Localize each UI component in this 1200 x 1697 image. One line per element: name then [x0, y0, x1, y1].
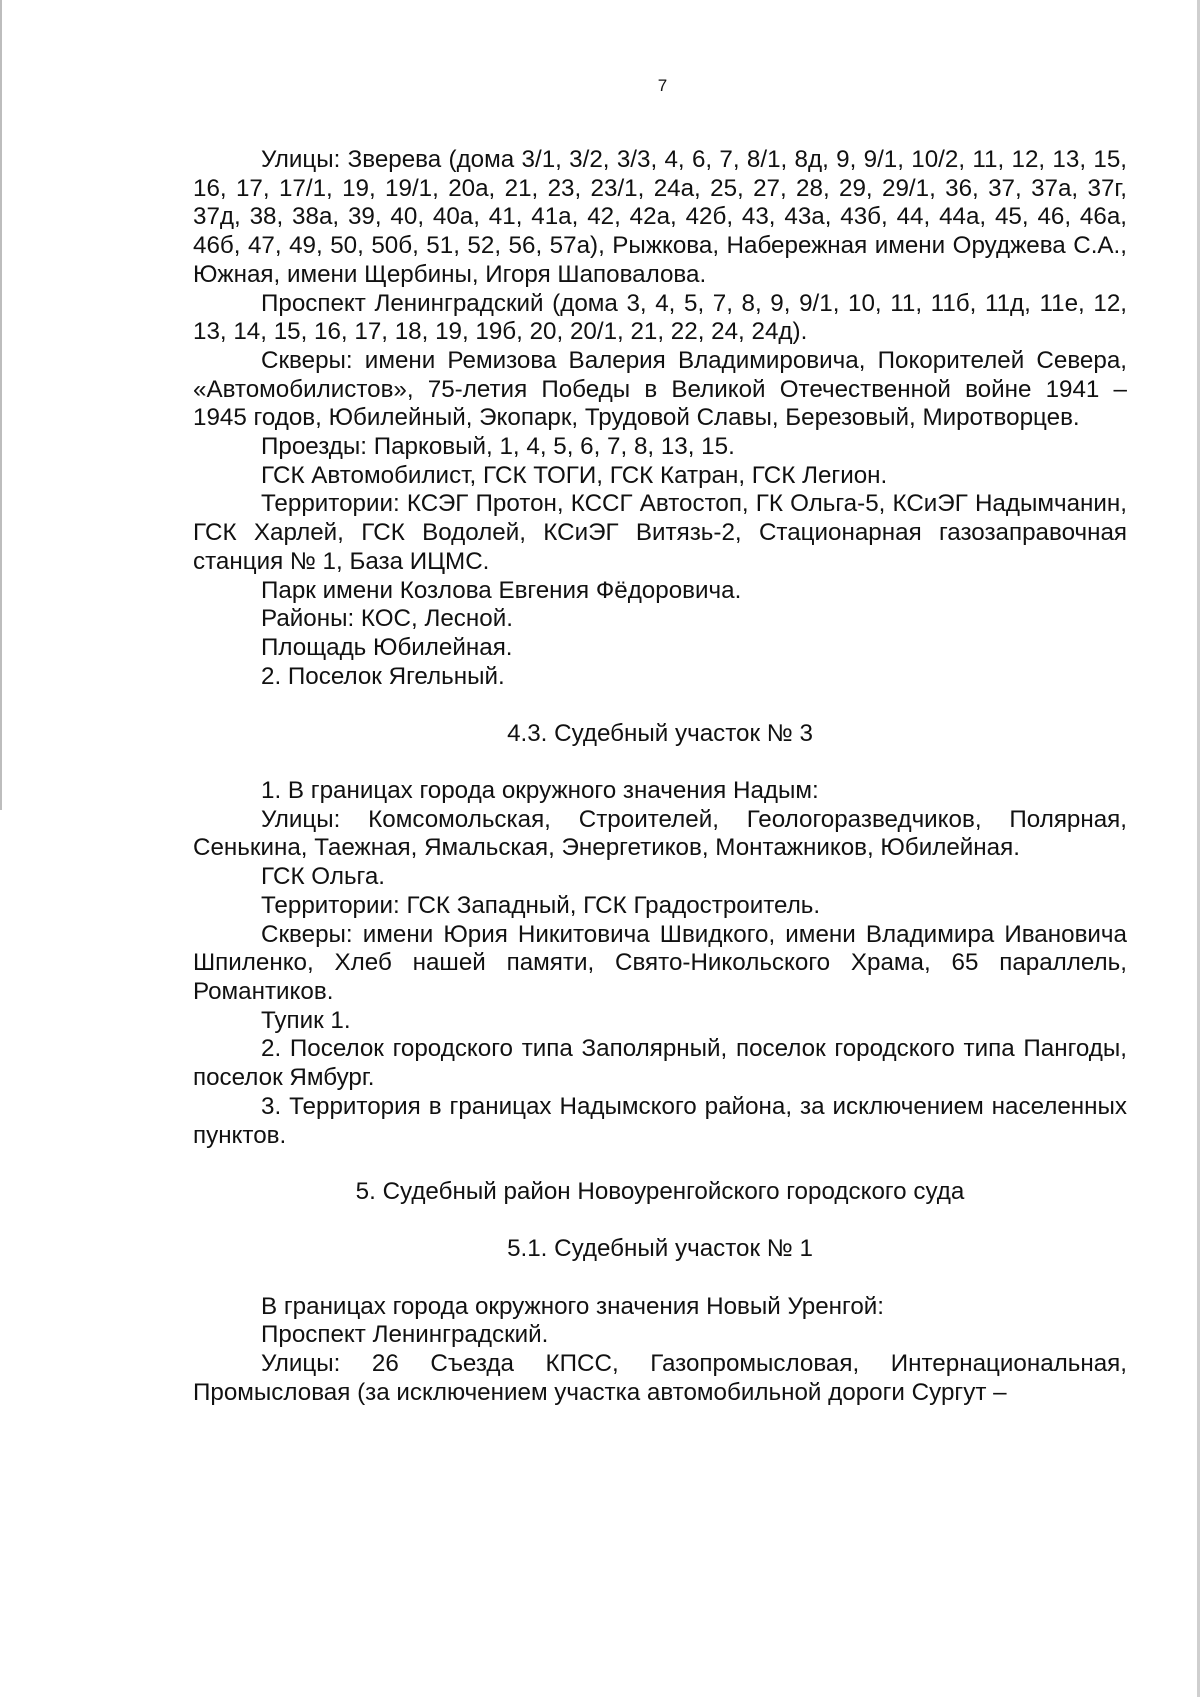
paragraph-park: Парк имени Козлова Евгения Фёдоровича.	[261, 576, 742, 604]
paragraph-territorii: Территории: КСЭГ Протон, КССГ Автостоп, ГК Ольга-5, КСиЭГ Надымчанин, ГСК Харлей, ГСК Водолей, КСиЭГ Витязь-2, Стационарная газозаправочная станция № 1, База ИЦМС.	[193, 490, 1127, 575]
paragraph-nadym-boundaries: 1. В границах города окружного значения Надым:	[261, 777, 819, 805]
paragraph-gsk: ГСК Автомобилист, ГСК ТОГИ, ГСК Катран, ГСК Легион.	[261, 461, 888, 489]
paragraph-skvery: Скверы: имени Ремизова Валерия Владимировича, Покорителей Севера, «Автомобилистов», 75-летия Победы в Великой Отечественной войне 1941 – 1945 годов, Юбилейный, Экопарк, Трудовой Славы, Березовый, Миротворцев.	[193, 346, 1127, 432]
paragraph-novy-urengoy-prospekt: Проспект Ленинградский.	[261, 1321, 549, 1349]
section-heading-4-3: 4.3. Судебный участок № 3	[507, 720, 813, 748]
page-number: 7	[657, 76, 668, 95]
section-heading-5: 5. Судебный район Новоуренгойского городского суда	[355, 1178, 965, 1206]
paragraph-gsk-olga: ГСК Ольга.	[261, 863, 386, 891]
paragraph-novy-urengoy-streets: Улицы: 26 Съезда КПСС, Газопромысловая, Интернациональная, Промысловая (за исключением участка автомобильной дороги Сургут –	[193, 1350, 1127, 1406]
document-body	[193, 146, 1127, 1407]
paragraph-nadym-streets: Улицы: Комсомольская, Строителей, Геологоразведчиков, Полярная, Сенькина, Таежная, Ямальская, Энергетиков, Монтажников, Юбилейная.	[193, 805, 1127, 862]
section-heading-5-1: 5.1. Судебный участок № 1	[507, 1234, 813, 1262]
paragraph-nadym-district: 3. Территория в границах Надымского района, за исключением населенных пунктов.	[193, 1092, 1127, 1149]
paragraph-nadym-territorii: Территории: ГСК Западный, ГСК Градостроитель.	[261, 891, 821, 919]
paragraph-nadym-skvery: Скверы: имени Юрия Никитовича Швидкого, имени Владимира Ивановича Шпиленко, Хлеб нашей памяти, Свято-Никольского Храма, 65 параллель, Романтиков.	[193, 920, 1127, 1005]
paragraph-rayony: Районы: КОС, Лесной.	[261, 605, 513, 633]
paragraph-tupik: Тупик 1.	[261, 1006, 351, 1034]
paragraph-prospekt-leningradsky: Проспект Ленинградский (дома 3, 4, 5, 7, 8, 9, 9/1, 10, 11, 11б, 11д, 11е, 12, 13, 14, 15, 16, 17, 18, 19, 19б, 20, 20/1, 21, 22, 24, 24д).	[193, 289, 1127, 346]
paragraph-streets-zvereva: Улицы: Зверева (дома 3/1, 3/2, 3/3, 4, 6, 7, 8/1, 8д, 9, 9/1, 10/2, 11, 12, 13, 15, 16, 17, 17/1, 19, 19/1, 20а, 21, 23, 23/1, 24а, 25, 27, 28, 29, 29/1, 36, 37, 37а, 37г, 37д, 38, 38а, 39, 40, 40а, 41, 41а, 42, 42а, 42б, 43, 43а, 43б, 44, 44а, 45, 46, 46а, 46б, 47, 49, 50, 50б, 51, 52, 56, 57а), Рыжкова, Набережная имени Оруджева С.А., Южная, имени Щербины, Игоря Шаповалова.	[193, 146, 1127, 288]
paragraph-novy-urengoy-boundaries: В границах города окружного значения Новый Уренгой:	[261, 1292, 885, 1320]
paragraph-ploshchad: Площадь Юбилейная.	[261, 633, 513, 661]
scan-edge-left	[0, 0, 2, 810]
paragraph-poselki: 2. Поселок городского типа Заполярный, поселок городского типа Пангоды, поселок Ямбург.	[193, 1035, 1127, 1092]
paragraph-proezdy: Проезды: Парковый, 1, 4, 5, 6, 7, 8, 13, 15.	[261, 433, 735, 461]
paragraph-poselok-yagelny: 2. Поселок Ягельный.	[261, 662, 505, 690]
